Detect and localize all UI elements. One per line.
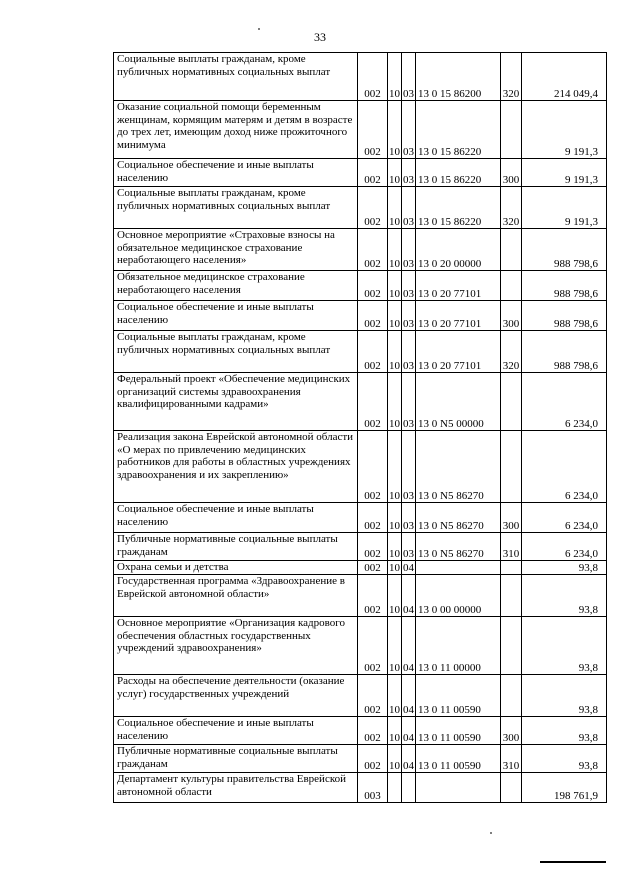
row-vr [501,431,522,503]
row-pr: 03 [402,271,416,301]
row-grbs: 002 [358,271,388,301]
row-amount: 9 191,3 [522,159,607,187]
row-name: Обязательное медицинское страхование неработающего населения [114,271,358,301]
row-vr: 310 [501,533,522,561]
table-row [114,773,607,803]
row-amount: 6 234,0 [522,373,607,431]
table-row [114,331,607,373]
row-csr: 13 0 15 86200 [416,53,501,101]
row-pr: 04 [403,561,414,574]
table-row [114,561,607,575]
row-pr: 04 [402,575,416,617]
table-row [114,301,607,331]
row-pr: 03 [402,331,416,373]
row-amount: 93,8 [522,675,607,717]
row-rz: 10 [388,159,402,187]
row-csr: 13 0 20 00000 [416,229,501,271]
row-amount: 9 191,3 [522,101,607,159]
row-grbs: 002 [358,717,388,745]
row-name: Охрана семьи и детства [114,561,358,575]
row-vr [501,617,522,675]
row-amount: 988 798,6 [522,331,607,373]
row-rz: 10 [388,187,402,229]
row-vr: 300 [501,717,522,745]
row-rz: 10 [388,533,402,561]
row-name: Социальные выплаты гражданам, кроме публичных нормативных социальных выплат [114,331,358,373]
row-csr: 13 0 11 00590 [416,745,501,773]
row-rz: 10 [389,561,400,574]
row-name: Социальное обеспечение и иные выплаты населению [114,503,358,533]
row-grbs: 002 [358,229,388,271]
row-rz: 10 [388,617,402,675]
row-rz: 10 [388,271,402,301]
table-row [114,271,607,301]
row-pr [402,773,416,803]
row-rz: 10 [388,229,402,271]
row-amount: 93,8 [522,617,607,675]
row-rz [388,773,402,803]
row-name: Социальное обеспечение и иные выплаты населению [114,717,358,745]
row-csr: 13 0 N5 86270 [416,431,501,503]
row-name: Публичные нормативные социальные выплаты гражданам [114,533,358,561]
row-rz: 10 [388,503,402,533]
row-rz: 10 [388,675,402,717]
row-vr: 310 [501,745,522,773]
row-csr: 13 0 11 00590 [416,675,501,717]
row-rz: 10 [388,745,402,773]
row-grbs: 003 [358,773,388,803]
row-csr: 13 0 11 00590 [416,717,501,745]
row-csr: 13 0 20 77101 [416,301,501,331]
row-csr: 13 0 15 86220 [416,101,501,159]
row-pr: 03 [402,229,416,271]
row-grbs: 002 [358,53,388,101]
table-row [114,745,607,773]
row-amount: 988 798,6 [522,271,607,301]
row-rz: 10 [388,575,402,617]
scan-speck [490,832,492,834]
row-name: Расходы на обеспечение деятельности (оказание услуг) государственных учреждений [114,675,358,717]
row-vr [501,561,522,575]
row-rz: 10 [388,101,402,159]
row-pr: 03 [402,159,416,187]
row-vr [501,575,522,617]
row-vr [501,373,522,431]
row-grbs: 002 [358,431,388,503]
row-rz: 10 [388,431,402,503]
row-vr: 320 [501,187,522,229]
row-name: Социальные выплаты гражданам, кроме публичных нормативных социальных выплат [114,187,358,229]
scan-speck [258,28,260,30]
row-grbs: 002 [358,533,388,561]
table-row [114,373,607,431]
row-name: Департамент культуры правительства Еврейской автономной области [114,773,358,803]
row-grbs: 002 [358,331,388,373]
table-row [114,431,607,503]
row-grbs: 002 [358,561,388,575]
row-grbs: 002 [358,373,388,431]
row-grbs: 002 [358,301,388,331]
row-rz: 10 [388,331,402,373]
row-name: Публичные нормативные социальные выплаты гражданам [114,745,358,773]
table-row [114,533,607,561]
row-grbs: 002 [358,575,388,617]
table-row [114,675,607,717]
row-grbs: 002 [358,503,388,533]
row-name: Государственная программа «Здравоохранение в Еврейской автономной области» [114,575,358,617]
row-vr: 320 [501,331,522,373]
row-grbs: 002 [358,745,388,773]
row-rz: 10 [388,301,402,331]
row-amount: 93,8 [522,745,607,773]
row-pr: 04 [402,675,416,717]
row-name: Социальное обеспечение и иные выплаты населению [114,301,358,331]
row-vr [501,101,522,159]
row-csr: 13 0 N5 86270 [416,533,501,561]
table-row [114,187,607,229]
table-row [114,617,607,675]
row-pr: 03 [402,503,416,533]
row-amount: 6 234,0 [522,533,607,561]
row-csr: 13 0 00 00000 [416,575,501,617]
row-csr: 13 0 20 77101 [416,271,501,301]
row-pr: 03 [402,431,416,503]
row-vr: 300 [501,301,522,331]
row-name: Оказание социальной помощи беременным женщинам, кормящим матерям и детям в возрасте до трех лет, имеющим доход ниже прожиточного минимума [114,101,358,159]
row-rz: 10 [388,53,402,101]
row-amount: 93,8 [522,561,607,575]
row-amount: 988 798,6 [522,229,607,271]
row-csr: 13 0 N5 86270 [416,503,501,533]
row-name: Социальные выплаты гражданам, кроме публичных нормативных социальных выплат [114,53,358,101]
table-row [114,503,607,533]
table-row [114,159,607,187]
row-grbs: 002 [358,187,388,229]
row-csr: 13 0 20 77101 [416,331,501,373]
row-vr: 300 [501,159,522,187]
row-name: Реализация закона Еврейской автономной области «О мерах по привлечению медицинских работников для работы в областных учреждениях здравоохранения и их закреплению» [114,431,358,503]
row-amount: 988 798,6 [522,301,607,331]
row-csr: 13 0 N5 00000 [416,373,501,431]
row-vr [501,271,522,301]
row-amount: 6 234,0 [522,431,607,503]
row-pr: 03 [402,187,416,229]
table-row [114,575,607,617]
row-grbs: 002 [358,159,388,187]
row-pr: 04 [402,745,416,773]
row-vr [501,675,522,717]
row-amount: 93,8 [522,575,607,617]
row-vr: 320 [501,53,522,101]
row-pr: 03 [402,373,416,431]
row-name: Федеральный проект «Обеспечение медицинских организаций системы здравоохранения квалифицированными кадрами» [114,373,358,431]
row-amount: 6 234,0 [522,503,607,533]
row-amount: 214 049,4 [522,53,607,101]
row-csr: 13 0 15 86220 [416,187,501,229]
row-name: Основное мероприятие «Организация кадрового обеспечения областных государственных учреждений здравоохранения» [114,617,358,675]
row-amount: 198 761,9 [522,773,607,803]
row-amount: 93,8 [522,717,607,745]
row-vr: 300 [501,503,522,533]
row-vr [501,773,522,803]
row-pr: 03 [402,301,416,331]
page-number: 33 [314,30,326,44]
footer-rule [540,861,606,863]
row-csr [416,773,501,803]
row-rz: 10 [388,717,402,745]
row-pr: 04 [402,617,416,675]
row-pr: 03 [402,533,416,561]
row-grbs: 002 [358,617,388,675]
row-csr: 13 0 11 00000 [416,617,501,675]
row-grbs: 002 [358,675,388,717]
row-vr [501,229,522,271]
table-row [114,101,607,159]
row-csr [416,561,501,575]
row-csr: 13 0 15 86220 [416,159,501,187]
table-row [114,717,607,745]
row-pr: 03 [402,53,416,101]
row-grbs: 002 [358,101,388,159]
table-row [114,53,607,101]
row-pr: 04 [402,717,416,745]
row-rz: 10 [388,373,402,431]
row-pr: 03 [402,101,416,159]
row-name: Социальное обеспечение и иные выплаты населению [114,159,358,187]
table-row [114,229,607,271]
row-name: Основное мероприятие «Страховые взносы на обязательное медицинское страхование неработающего населения» [114,229,358,271]
row-amount: 9 191,3 [522,187,607,229]
budget-table [113,52,607,803]
